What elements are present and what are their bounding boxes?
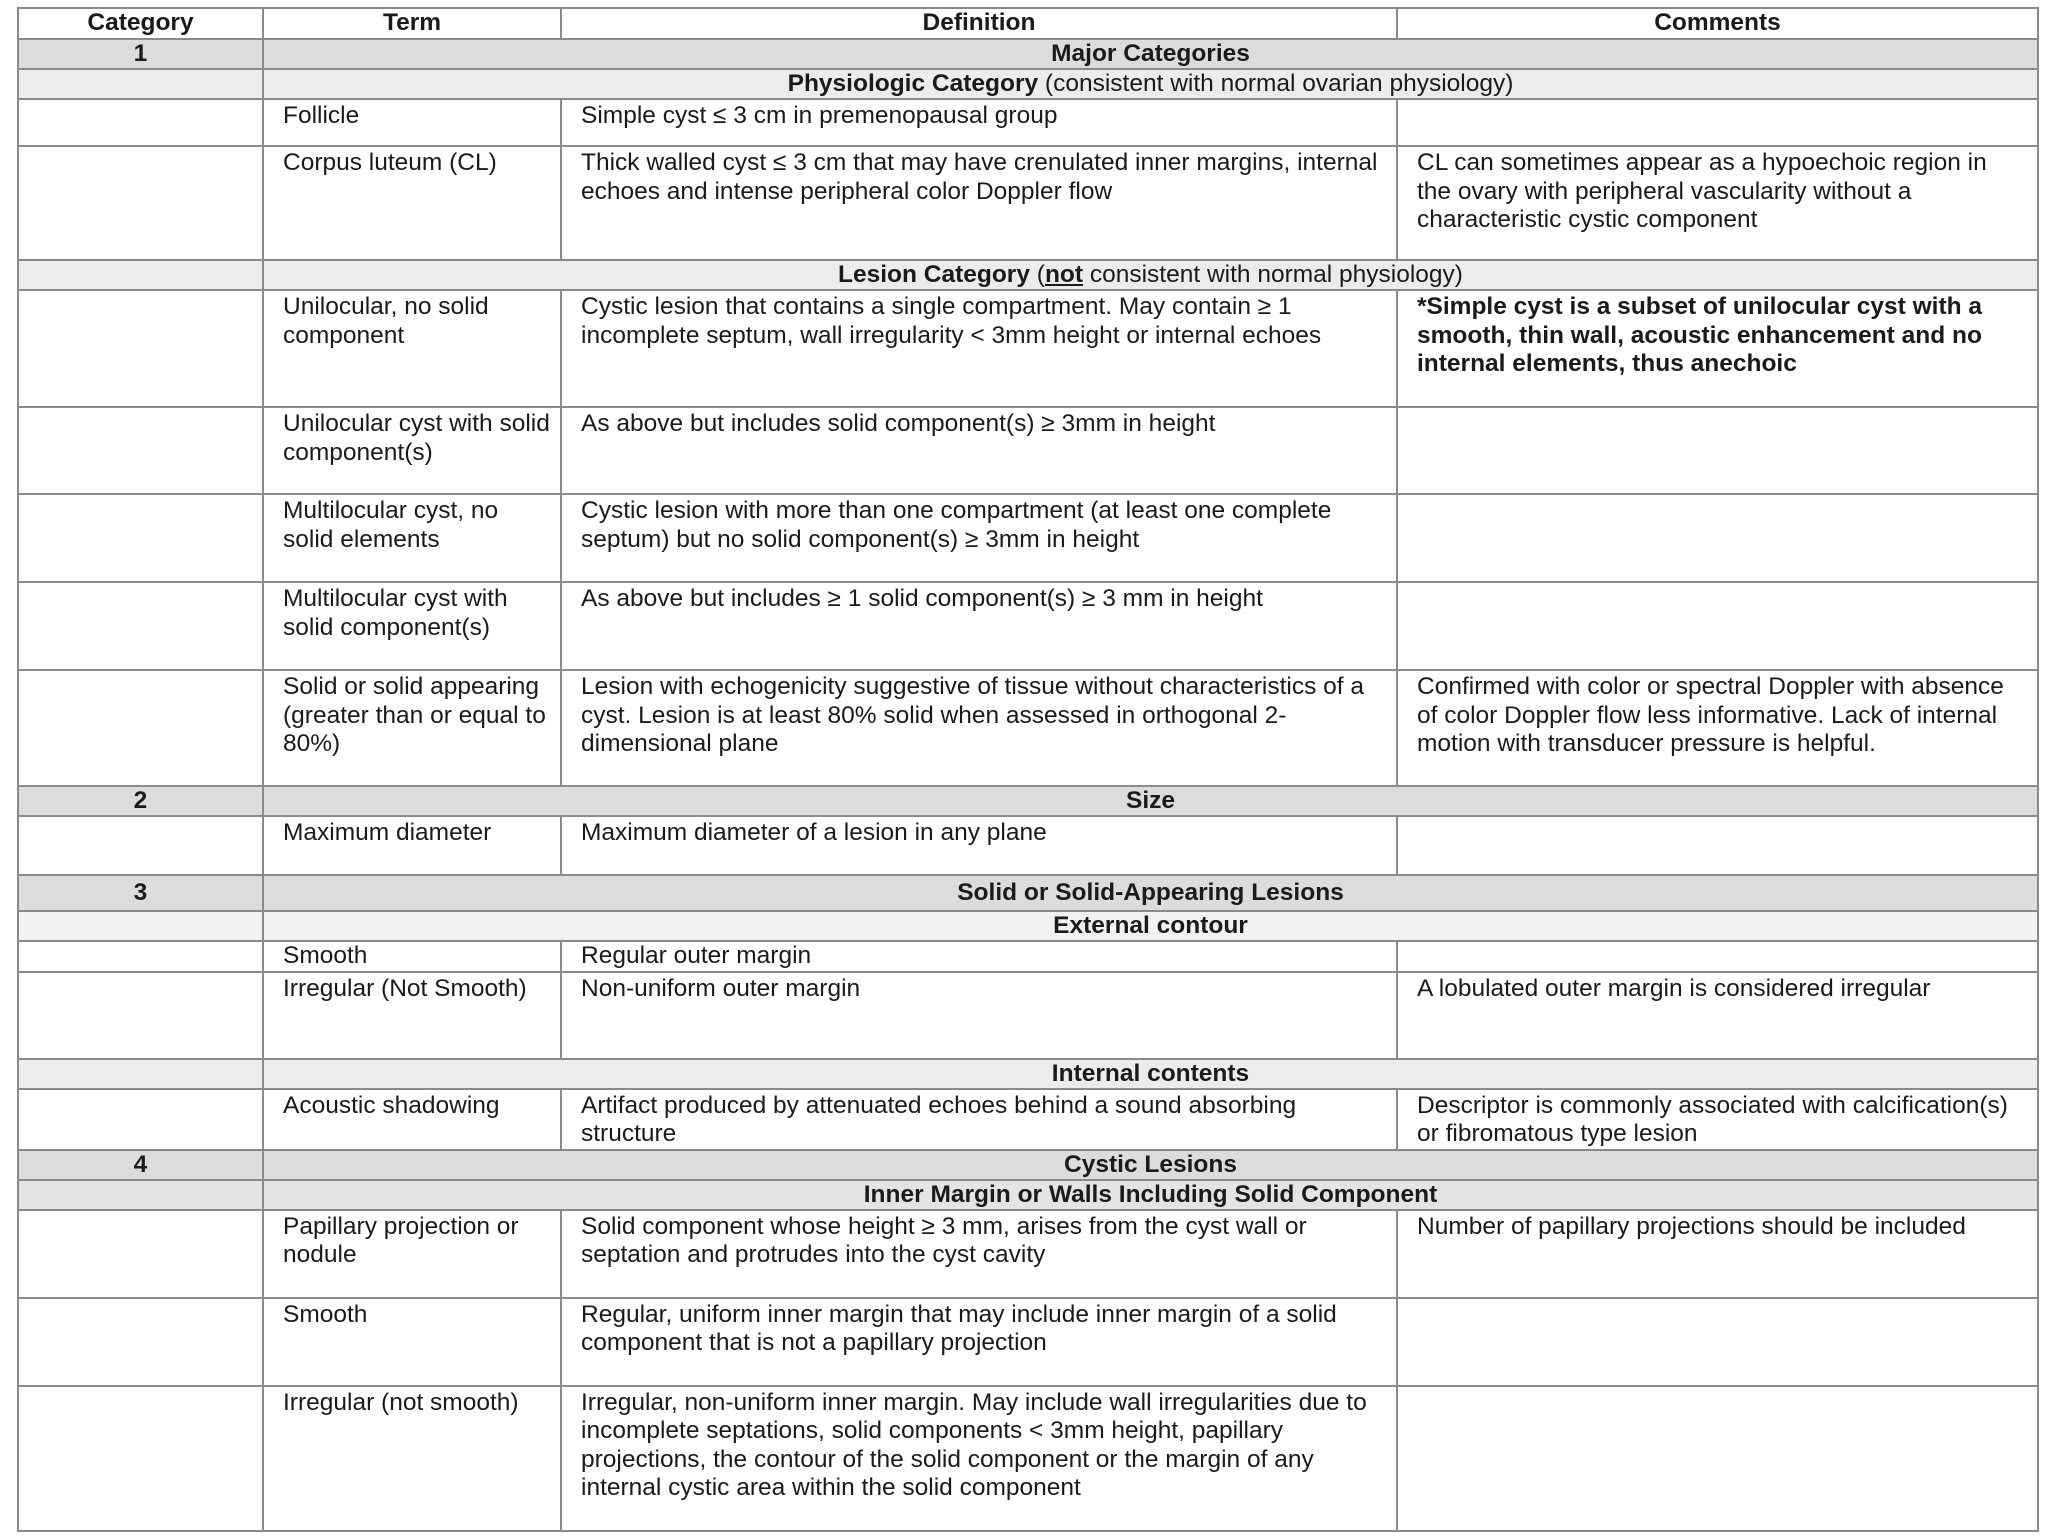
comments-cell: A lobulated outer margin is considered irregular (1397, 972, 2038, 1059)
term-cell: Acoustic shadowing (263, 1089, 561, 1150)
table-row (18, 582, 2038, 670)
subsection-title: Inner Margin or Walls Including Solid Component (263, 1180, 2038, 1210)
section-row-1 (18, 39, 2038, 69)
definition-cell: Cystic lesion that contains a single compartment. May contain ≥ 1 incomplete septum, wall irregularity < 3mm height or internal echoes (561, 290, 1397, 407)
subsection-title-emphasis: not (1044, 261, 1084, 288)
header-category: Category (18, 8, 263, 39)
comments-cell (1397, 494, 2038, 582)
table-row (18, 1210, 2038, 1298)
term-cell: Maximum diameter (263, 816, 561, 875)
ovarian-lexicon-table (17, 7, 2039, 1532)
term-cell: Multilocular cyst, no solid elements (263, 494, 561, 582)
term-cell: Papillary projection or nodule (263, 1210, 561, 1298)
table-row (18, 407, 2038, 494)
term-cell: Multilocular cyst with solid component(s) (263, 582, 561, 670)
comments-cell (1397, 941, 2038, 972)
table-row (18, 290, 2038, 407)
category-cell (18, 290, 263, 407)
subsection-row-inner (18, 1180, 2038, 1210)
comments-cell (1397, 1386, 2038, 1531)
table-row (18, 816, 2038, 875)
subsection-row-physiologic (18, 69, 2038, 99)
term-cell: Follicle (263, 99, 561, 146)
term-cell: Unilocular cyst with solid component(s) (263, 407, 561, 494)
section-number: 1 (18, 39, 263, 69)
subsection-title-bold: Lesion Category (838, 261, 1030, 288)
subsection-title: External contour (263, 911, 2038, 941)
category-cell (18, 407, 263, 494)
term-cell: Unilocular, no solid component (263, 290, 561, 407)
category-cell (18, 1298, 263, 1386)
table-row (18, 1386, 2038, 1531)
section-number: 3 (18, 875, 263, 911)
definition-cell: Maximum diameter of a lesion in any plane (561, 816, 1397, 875)
subsection-title-suffix: (consistent with normal ovarian physiology) (1038, 70, 1514, 97)
subsection-row-internal (18, 1059, 2038, 1089)
category-cell (18, 146, 263, 260)
table-row (18, 1089, 2038, 1150)
comments-cell (1397, 816, 2038, 875)
category-cell (18, 1386, 263, 1531)
subsection-empty-category (18, 260, 263, 290)
section-number: 2 (18, 786, 263, 816)
comments-cell: Confirmed with color or spectral Doppler with absence of color Doppler flow less informative. Lack of internal motion with transducer pressure is helpful. (1397, 670, 2038, 786)
comments-cell (1397, 1298, 2038, 1386)
term-cell: Irregular (Not Smooth) (263, 972, 561, 1059)
term-cell: Irregular (not smooth) (263, 1386, 561, 1531)
definition-cell: Solid component whose height ≥ 3 mm, arises from the cyst wall or septation and protrudes into the cyst cavity (561, 1210, 1397, 1298)
term-cell: Solid or solid appearing (greater than or equal to 80%) (263, 670, 561, 786)
subsection-empty-category (18, 1180, 263, 1210)
subsection-empty-category (18, 1059, 263, 1089)
header-definition: Definition (561, 8, 1397, 39)
comments-cell: CL can sometimes appear as a hypoechoic region in the ovary with peripheral vascularity without a characteristic cystic component (1397, 146, 2038, 260)
definition-cell: Simple cyst ≤ 3 cm in premenopausal group (561, 99, 1397, 146)
category-cell (18, 941, 263, 972)
subsection-empty-category (18, 69, 263, 99)
header-row (18, 8, 2038, 39)
comments-cell: Number of papillary projections should be included (1397, 1210, 2038, 1298)
table-row (18, 1298, 2038, 1386)
section-title: Size (263, 786, 2038, 816)
header-term: Term (263, 8, 561, 39)
table-row (18, 941, 2038, 972)
section-title: Cystic Lesions (263, 1150, 2038, 1180)
definition-cell: As above but includes solid component(s) ≥ 3mm in height (561, 407, 1397, 494)
comments-cell (1397, 407, 2038, 494)
definition-cell: Artifact produced by attenuated echoes behind a sound absorbing structure (561, 1089, 1397, 1150)
table-row (18, 670, 2038, 786)
section-title: Major Categories (263, 39, 2038, 69)
subsection-title-open: ( (1029, 261, 1045, 288)
definition-cell: Regular outer margin (561, 941, 1397, 972)
table-row (18, 99, 2038, 146)
category-cell (18, 670, 263, 786)
subsection-title (263, 260, 2038, 290)
table-row (18, 972, 2038, 1059)
section-row-3 (18, 875, 2038, 911)
subsection-title: Internal contents (263, 1059, 2038, 1089)
definition-cell: Lesion with echogenicity suggestive of tissue without characteristics of a cyst. Lesion is at least 80% solid when assessed in orthogonal 2-dimensional plane (561, 670, 1397, 786)
term-cell: Smooth (263, 1298, 561, 1386)
subsection-empty-category (18, 911, 263, 941)
term-cell: Corpus luteum (CL) (263, 146, 561, 260)
definition-cell: Cystic lesion with more than one compartment (at least one complete septum) but no solid component(s) ≥ 3mm in height (561, 494, 1397, 582)
table-row (18, 494, 2038, 582)
term-cell: Smooth (263, 941, 561, 972)
category-cell (18, 99, 263, 146)
comments-cell: Descriptor is commonly associated with calcification(s) or fibromatous type lesion (1397, 1089, 2038, 1150)
comments-cell: *Simple cyst is a subset of unilocular cyst with a smooth, thin wall, acoustic enhancement and no internal elements, thus anechoic (1397, 290, 2038, 407)
section-row-2 (18, 786, 2038, 816)
category-cell (18, 972, 263, 1059)
subsection-title-bold: Physiologic Category (787, 70, 1039, 97)
subsection-row-lesion (18, 260, 2038, 290)
table-row (18, 146, 2038, 260)
definition-cell: Irregular, non-uniform inner margin. May include wall irregularities due to incomplete septations, solid components < 3mm height, papillary projections, the contour of the solid component or the margin of any internal cystic area within the solid component (561, 1386, 1397, 1531)
definition-cell: Thick walled cyst ≤ 3 cm that may have crenulated inner margins, internal echoes and intense peripheral color Doppler flow (561, 146, 1397, 260)
subsection-row-external (18, 911, 2038, 941)
comments-cell (1397, 582, 2038, 670)
section-title: Solid or Solid-Appearing Lesions (263, 875, 2038, 911)
header-comments: Comments (1397, 8, 2038, 39)
definition-cell: As above but includes ≥ 1 solid component(s) ≥ 3 mm in height (561, 582, 1397, 670)
category-cell (18, 494, 263, 582)
category-cell (18, 1210, 263, 1298)
section-number: 4 (18, 1150, 263, 1180)
category-cell (18, 1089, 263, 1150)
ovarian-lexicon-table-container (17, 7, 2037, 1532)
subsection-title (263, 69, 2038, 99)
section-row-4 (18, 1150, 2038, 1180)
definition-cell: Regular, uniform inner margin that may include inner margin of a solid component that is not a papillary projection (561, 1298, 1397, 1386)
category-cell (18, 582, 263, 670)
comments-cell (1397, 99, 2038, 146)
subsection-title-suffix: consistent with normal physiology) (1083, 261, 1463, 288)
definition-cell: Non-uniform outer margin (561, 972, 1397, 1059)
category-cell (18, 816, 263, 875)
